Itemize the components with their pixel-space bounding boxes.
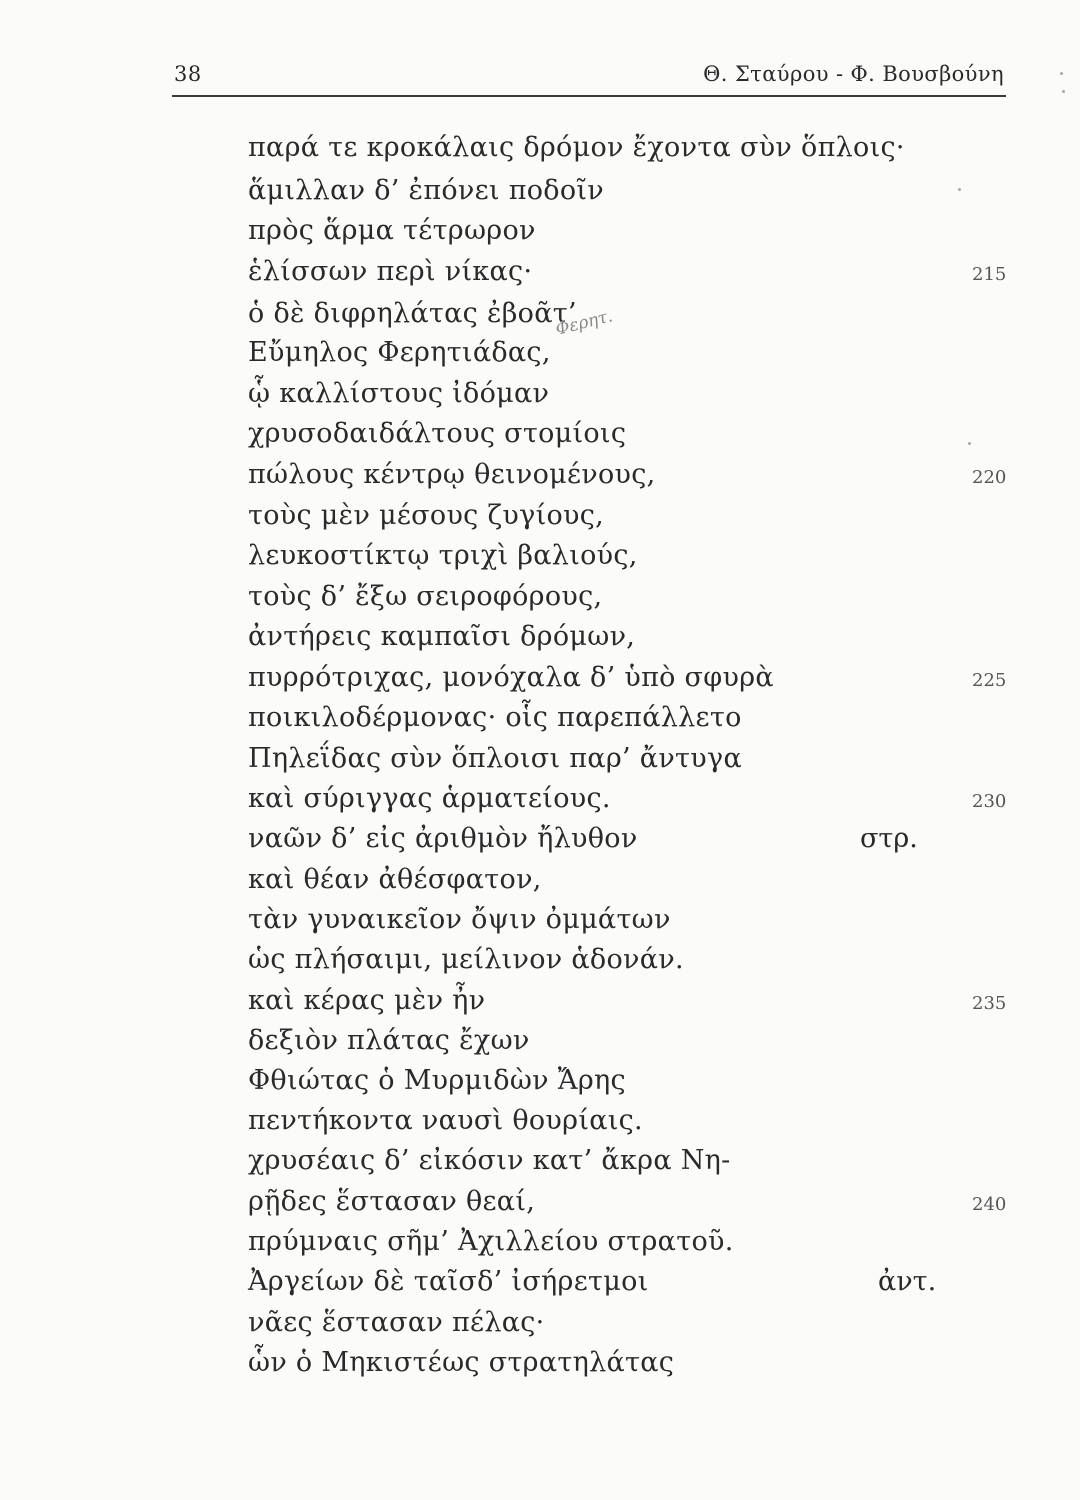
verse-text: ἅμιλλαν δ’ ἐπόνει ποδοῖν: [248, 175, 605, 206]
verse-text: χρυσέαις δ’ εἰκόσιν κατ’ ἄκρα Νη-: [248, 1145, 731, 1176]
verse-line: [0, 418, 1080, 458]
line-number: 235: [972, 993, 1007, 1014]
verse-line: [0, 1025, 1080, 1065]
verse-text: νᾶες ἕστασαν πέλας·: [248, 1307, 545, 1338]
verse-line: [0, 540, 1080, 580]
verse-text: ρῇδες ἕστασαν θεαί,: [248, 1186, 536, 1217]
verse-text: Πηλεΐδας σὺν ὅπλοισι παρ’ ἄντυγα: [248, 743, 742, 774]
verse-line: [0, 298, 1080, 338]
verse-text: ᾧ καλλίστους ἰδόμαν: [248, 378, 550, 409]
verse-text: πυρρότριχας, μονόχαλα δ’ ὑπὸ σφυρὰ: [248, 662, 774, 693]
verse-line: [0, 864, 1080, 904]
verse-text: ὡς πλήσαιμι, μείλινον ἁδονάν.: [248, 944, 684, 975]
verse-line: [0, 1186, 1080, 1226]
verse-line: [0, 1307, 1080, 1347]
verse-line: [0, 662, 1080, 702]
verse-text: ὁ δὲ διφρηλάτας ἐβοᾶτ’: [248, 298, 577, 329]
antistrophe-marker: ἀντ.: [878, 1266, 937, 1297]
verse-line: [0, 823, 1080, 863]
verse-line: [0, 621, 1080, 661]
verse-text: ἑλίσσων περὶ νίκας·: [248, 256, 533, 287]
strophe-marker: στρ.: [860, 823, 918, 854]
verse-text: Ἀργείων δὲ ταῖσδ’ ἰσήρετμοι: [248, 1266, 649, 1297]
verse-line: [0, 1226, 1080, 1266]
verse-text: παρά τε κροκάλαις δρόμον ἔχοντα σὺν ὅπλοις·: [248, 132, 905, 163]
verse-line: [0, 904, 1080, 944]
paper-speck: [968, 442, 971, 445]
verse-text: πώλους κέντρῳ θεινομένους,: [248, 459, 656, 490]
verse-line: [0, 337, 1080, 377]
line-number: 225: [972, 670, 1007, 691]
line-number: 240: [972, 1194, 1007, 1215]
verse-text: πεντήκοντα ναυσὶ θουρίαις.: [248, 1105, 643, 1136]
verse-text: πρύμναις σῆμ’ Ἀχιλλείου στρατοῦ.: [248, 1226, 734, 1257]
verse-line: [0, 1145, 1080, 1185]
verse-line: [0, 132, 1080, 172]
verse-line: [0, 1347, 1080, 1387]
verse-line: [0, 459, 1080, 499]
verse-line: [0, 1065, 1080, 1105]
verse-text: ἀντήρεις καμπαῖσι δρόμων,: [248, 621, 636, 652]
line-number: 215: [972, 264, 1007, 285]
verse-text: Εὔμηλος Φερητιάδας,: [248, 337, 551, 368]
verse-line: [0, 215, 1080, 255]
verse-text: χρυσοδαιδάλτους στομίοις: [248, 418, 627, 449]
verse-line: [0, 702, 1080, 742]
verse-text: τοὺς δ’ ἔξω σειροφόρους,: [248, 581, 603, 612]
verse-text: τοὺς μὲν μέσους ζυγίους,: [248, 500, 605, 531]
verse-text: ναῶν δ’ εἰς ἀριθμὸν ἤλυθον: [248, 823, 638, 854]
verse-text: ποικιλοδέρμονας· οἷς παρεπάλλετο: [248, 702, 742, 733]
paper-speck: [1060, 72, 1063, 75]
verse-text: λευκοστίκτῳ τριχὶ βαλιούς,: [248, 540, 638, 571]
verse-line: [0, 944, 1080, 984]
verse-line: [0, 378, 1080, 418]
verse-text: καὶ κέρας μὲν ἦν: [248, 985, 486, 1016]
verse-line: [0, 581, 1080, 621]
verse-text: καὶ θέαν ἀθέσφατον,: [248, 864, 542, 895]
paper-speck: [958, 188, 961, 191]
verse-line: [0, 985, 1080, 1025]
handwritten-annotation: Φερητ.: [553, 306, 615, 340]
verse-line: [0, 256, 1080, 296]
verse-line: [0, 743, 1080, 783]
verse-line: [0, 783, 1080, 823]
verse-line: [0, 1266, 1080, 1306]
verse-text: τὰν γυναικεῖον ὄψιν ὀμμάτων: [248, 904, 671, 935]
verse-text: δεξιὸν πλάτας ἔχων: [248, 1025, 530, 1056]
verse-text: καὶ σύριγγας ἁρματείους.: [248, 783, 611, 814]
verse-line: [0, 175, 1080, 215]
verse-line: [0, 500, 1080, 540]
verse-line: [0, 1105, 1080, 1145]
line-number: 220: [972, 467, 1007, 488]
verse-text: ὧν ὁ Μηκιστέως στρατηλάτας: [248, 1347, 675, 1378]
running-head: Θ. Σταύρου - Φ. Βουσβούνη: [703, 62, 1004, 86]
verse-text: Φθιώτας ὁ Μυρμιδὼν Ἄρης: [248, 1065, 626, 1096]
line-number: 230: [972, 791, 1007, 812]
verse-text: πρὸς ἅρμα τέτρωρον: [248, 215, 536, 246]
page-number: 38: [174, 62, 202, 86]
paper-speck: [1062, 90, 1065, 93]
